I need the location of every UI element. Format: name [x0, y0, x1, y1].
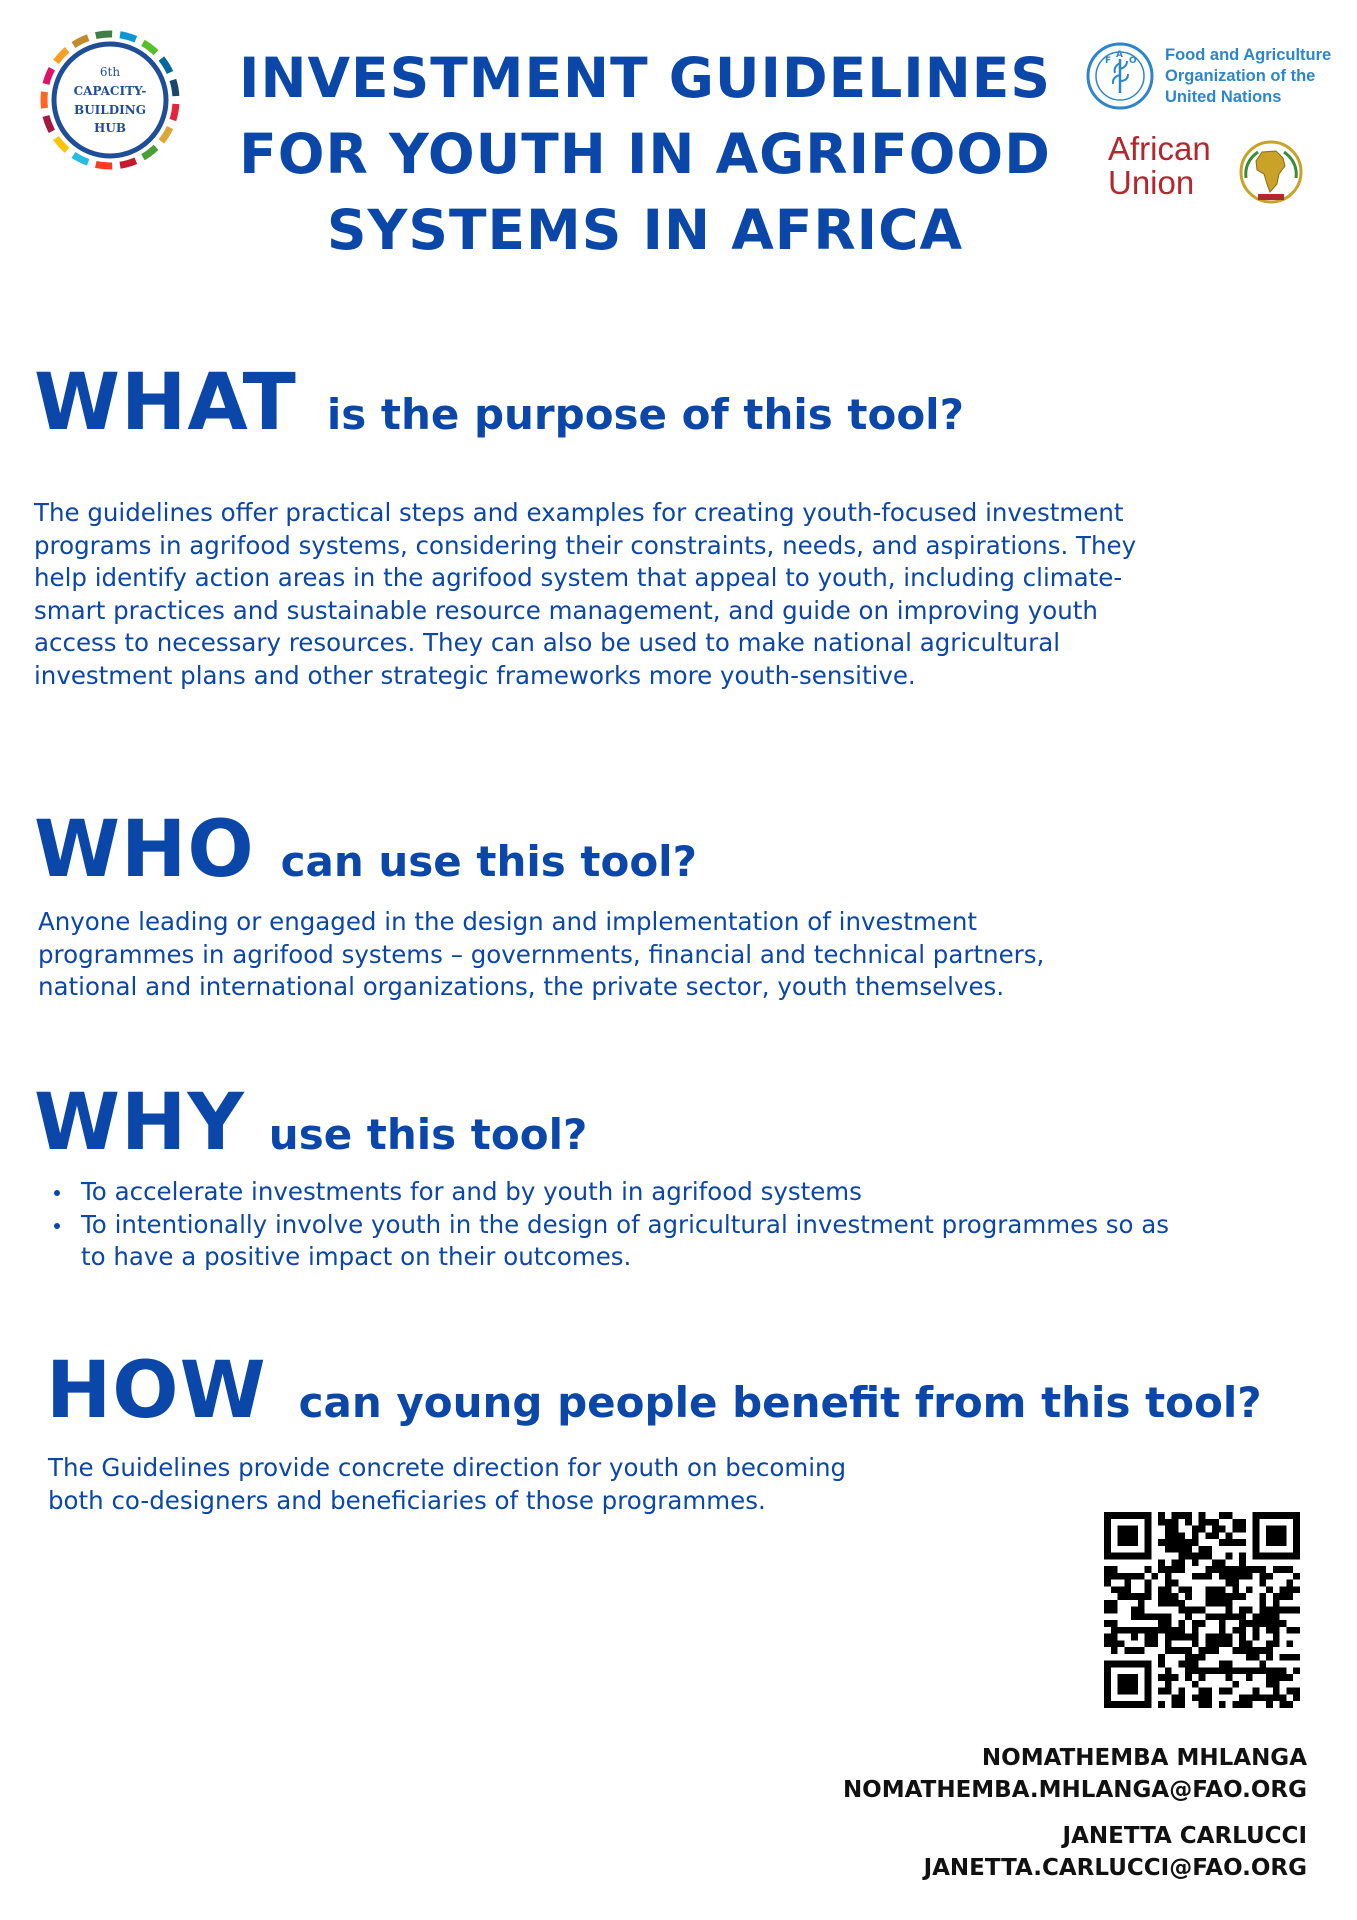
- ring-segment: [161, 127, 170, 141]
- what-heading: [34, 358, 964, 448]
- svg-text:F: F: [1105, 56, 1112, 66]
- paragraph-line: both co-designers and beneficiaries of those programmes.: [48, 1485, 766, 1515]
- title-line: SYSTEMS IN AFRICA: [326, 198, 964, 262]
- fao-name-line: Food and Agriculture: [1165, 45, 1332, 64]
- list-item-line: To accelerate investments for and by youth in agrifood systems: [81, 1177, 862, 1206]
- contact-name: NOMATHEMBA MHLANGA: [981, 1745, 1307, 1771]
- paragraph-line: The Guidelines provide concrete direction for youth on becoming: [48, 1453, 847, 1482]
- fao-logo: [1085, 36, 1335, 116]
- au-name-line: African: [1108, 130, 1211, 167]
- bullet-icon: [54, 1223, 60, 1229]
- ring-segment: [56, 138, 67, 150]
- hub-logo-line3: BUILDING: [74, 103, 146, 117]
- why-bullet-list: [48, 1176, 1338, 1274]
- ring-segment: [73, 155, 88, 162]
- hub-logo-line2: CAPACITY-: [73, 84, 147, 98]
- list-item-line: To intentionally involve youth in the design of agricultural investment programmes so as: [81, 1209, 1170, 1239]
- african-union-emblem-icon: [1236, 138, 1306, 206]
- how-keyword: HOW: [46, 1346, 267, 1436]
- paragraph-line: investment plans and other strategic frameworks more youth-sensitive.: [34, 660, 916, 690]
- paragraph-line: The guidelines offer practical steps and examples for creating youth-focused investment: [34, 498, 1124, 527]
- how-question: can young people benefit from this tool?: [298, 1378, 1262, 1427]
- ring-segment: [44, 92, 45, 108]
- qr-code[interactable]: [1104, 1512, 1300, 1708]
- sdg-ring-icon: [38, 28, 182, 172]
- what-paragraph: [34, 497, 1324, 692]
- ring-segment: [143, 147, 156, 157]
- ring-segment: [73, 38, 88, 45]
- title-line: INVESTMENT GUIDELINES: [239, 46, 1051, 110]
- why-heading: [34, 1078, 587, 1168]
- contact-email[interactable]: NOMATHEMBA.MHLANGA@FAO.ORG: [842, 1777, 1307, 1803]
- ring-segment: [120, 35, 136, 39]
- bullet-icon: [54, 1190, 60, 1196]
- list-item-line: to have a positive impact on their outcomes.: [81, 1242, 632, 1271]
- qr-code-icon: [1104, 1512, 1300, 1708]
- what-keyword: WHAT: [34, 358, 297, 448]
- why-keyword: WHY: [34, 1078, 245, 1168]
- fao-emblem-icon: [1085, 41, 1155, 111]
- african-union-logo: [1108, 132, 1308, 208]
- why-question: use this tool?: [268, 1110, 588, 1159]
- paragraph-line: help identify action areas in the agrifood system that appeal to youth, including climate-: [34, 563, 1123, 592]
- paragraph-line: smart practices and sustainable resource management, and guide on improving youth: [34, 595, 1098, 625]
- contact-block: [843, 1742, 1307, 1806]
- contact-email[interactable]: JANETTA.CARLUCCI@FAO.ORG: [923, 1855, 1307, 1881]
- what-question: is the purpose of this tool?: [326, 390, 964, 439]
- ring-segment: [46, 69, 52, 84]
- ring-segment: [143, 43, 156, 53]
- svg-text:O: O: [1129, 56, 1137, 66]
- how-heading: [46, 1346, 1262, 1436]
- fao-name: [1165, 45, 1331, 108]
- paragraph-line: programmes in agrifood systems – governments, financial and technical partners,: [38, 939, 1045, 969]
- ring-segment: [120, 161, 136, 165]
- ring-segment: [96, 164, 112, 166]
- ring-segment: [173, 80, 176, 96]
- paragraph-line: access to necessary resources. They can also be used to make national agricultural: [34, 628, 1061, 657]
- african-union-name: [1108, 132, 1211, 200]
- list-item: [48, 1176, 1338, 1209]
- who-keyword: WHO: [34, 805, 255, 895]
- hub-logo-line1: 6th: [99, 65, 121, 79]
- ring-segment: [161, 59, 170, 73]
- svg-text:A: A: [1116, 50, 1123, 60]
- capacity-building-hub-logo: [38, 28, 182, 172]
- contact-name: JANETTA CARLUCCI: [1062, 1823, 1307, 1849]
- who-question: can use this tool?: [280, 837, 697, 886]
- hub-logo-line4: HUB: [94, 121, 126, 135]
- who-heading: [34, 805, 697, 895]
- ring-segment: [56, 50, 67, 62]
- ring-segment: [46, 116, 52, 131]
- title-line: FOR YOUTH IN AGRIFOOD: [239, 122, 1051, 186]
- paragraph-line: programs in agrifood systems, considering their constraints, needs, and aspirations. They: [34, 530, 1137, 560]
- ring-segment: [96, 34, 112, 36]
- poster-title: [190, 40, 1100, 268]
- au-name-line: Union: [1108, 164, 1195, 201]
- list-item: [48, 1209, 1338, 1274]
- fao-name-line: United Nations: [1165, 87, 1282, 106]
- paragraph-line: Anyone leading or engaged in the design and implementation of investment: [38, 907, 977, 936]
- paragraph-line: national and international organizations, the private sector, youth themselves.: [38, 972, 1005, 1001]
- how-paragraph: [48, 1452, 1048, 1517]
- ring-segment: [173, 104, 176, 120]
- who-paragraph: [38, 906, 1328, 1004]
- contact-block: [924, 1820, 1307, 1884]
- fao-name-line: Organization of the: [1165, 66, 1316, 85]
